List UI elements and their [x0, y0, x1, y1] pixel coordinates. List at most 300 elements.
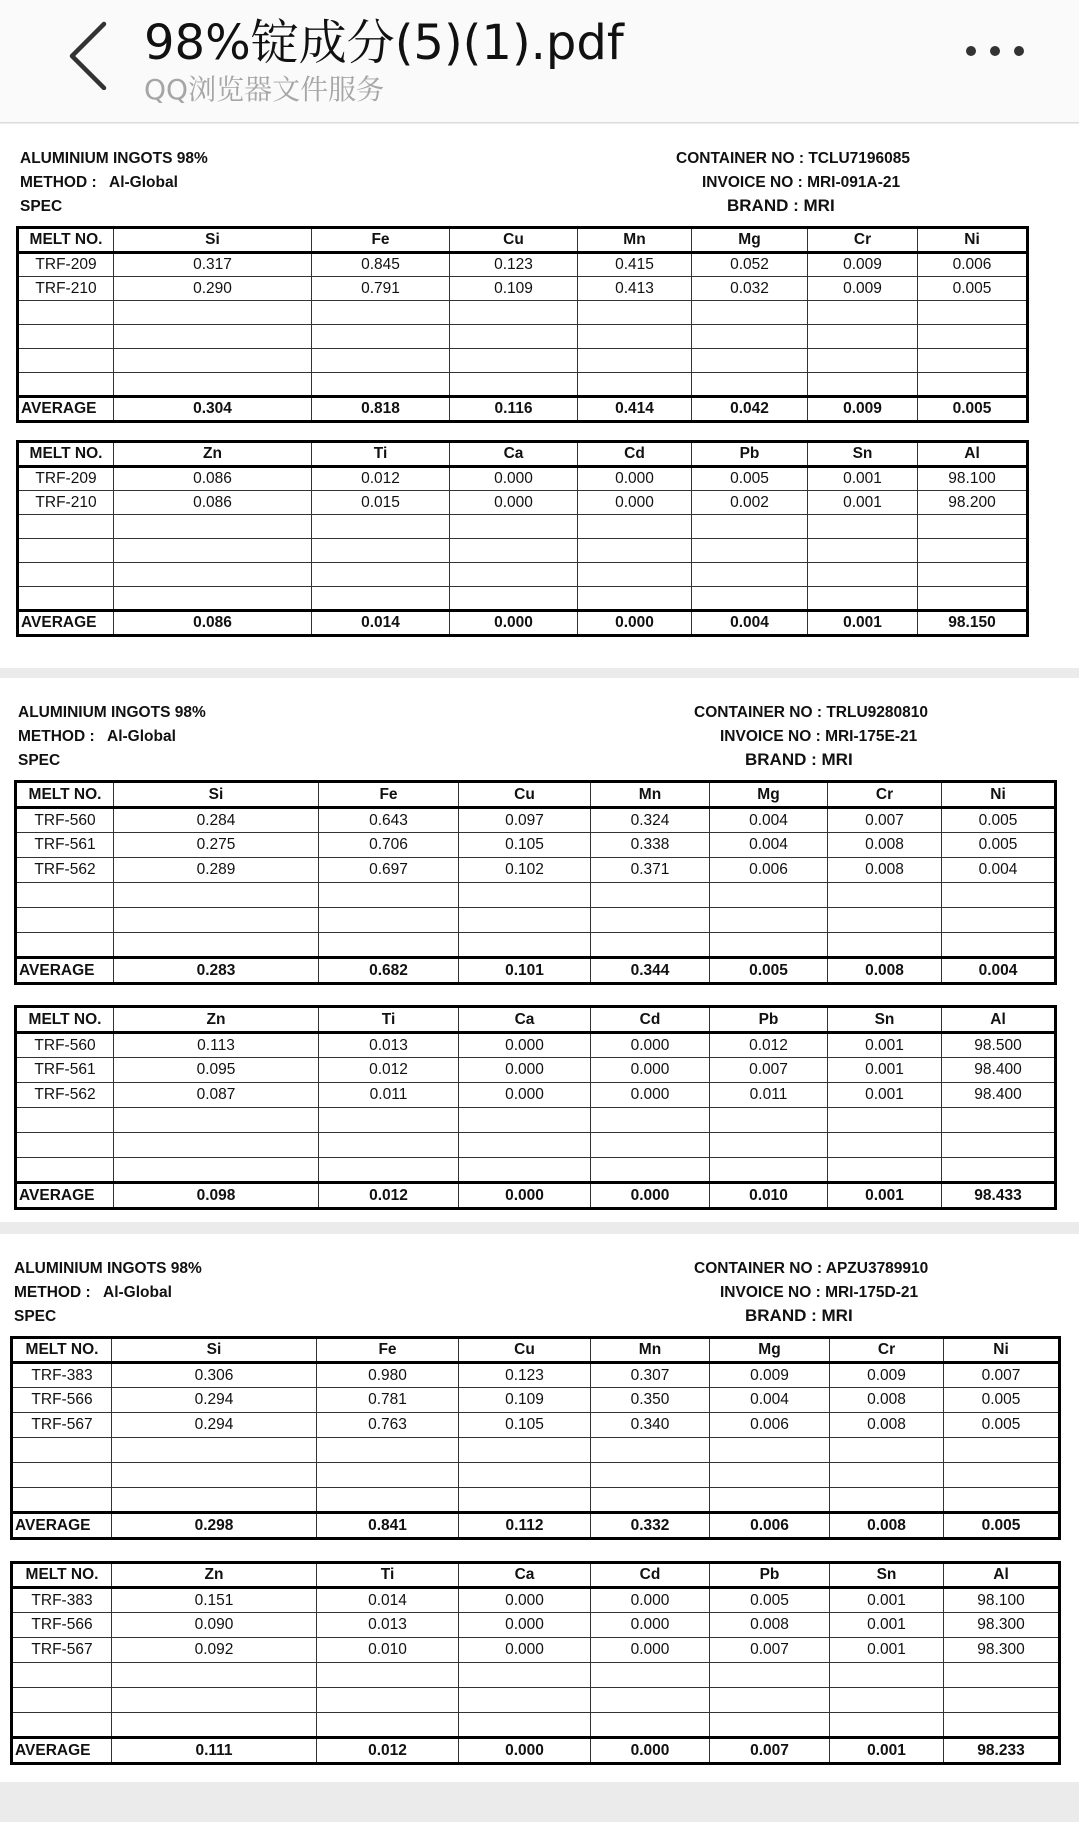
table-empty-row-cell — [830, 1438, 944, 1463]
table-empty-row-cell — [18, 325, 114, 349]
pdf-page — [0, 678, 1079, 1222]
table-empty-row-cell — [16, 1133, 114, 1158]
table-header-row-cell: Cr — [808, 228, 918, 253]
table-empty-row-cell — [692, 325, 808, 349]
table-row-cell: TRF-209 — [18, 253, 114, 277]
table-row-cell: 0.012 — [312, 467, 450, 491]
table-average-row-cell: 0.086 — [114, 611, 312, 636]
table-empty-row-cell — [692, 587, 808, 611]
table-empty-row — [16, 1158, 1056, 1183]
table-row-cell: 0.012 — [319, 1058, 459, 1083]
table-header-row — [16, 782, 1056, 808]
table-row-cell: 0.338 — [591, 833, 710, 858]
table-average-row-cell: 0.007 — [710, 1738, 830, 1764]
table-row — [18, 277, 1028, 301]
table-row-cell: TRF-566 — [12, 1388, 112, 1413]
table-empty-row — [18, 515, 1028, 539]
table-average-row-cell: AVERAGE — [16, 958, 114, 984]
table-row-cell: TRF-561 — [16, 1058, 114, 1083]
table-row-cell: 0.001 — [828, 1058, 942, 1083]
table-empty-row-cell — [12, 1663, 112, 1688]
table-empty-row-cell — [808, 563, 918, 587]
table-row-cell: 0.294 — [112, 1413, 317, 1438]
table-header-row-cell: MELT NO. — [12, 1563, 112, 1588]
table-empty-row-cell — [830, 1688, 944, 1713]
table-row-cell: 0.001 — [830, 1638, 944, 1663]
table-empty-row-cell — [317, 1663, 459, 1688]
table-row-cell: 0.007 — [828, 808, 942, 833]
table-row-cell: 0.105 — [459, 1413, 591, 1438]
table-empty-row-cell — [16, 883, 114, 908]
composition-table — [14, 780, 1057, 985]
table-average-row-cell: 98.150 — [918, 611, 1028, 636]
table-row — [12, 1638, 1060, 1663]
table-average-row — [18, 611, 1028, 636]
table-empty-row-cell — [692, 373, 808, 397]
table-average-row-cell: 98.433 — [942, 1183, 1056, 1209]
table-row-cell: 0.001 — [808, 467, 918, 491]
document-meta — [10, 1260, 1058, 1336]
table-average-row-cell: 0.098 — [114, 1183, 319, 1209]
table-empty-row-cell — [114, 301, 312, 325]
table-empty-row-cell — [450, 301, 578, 325]
table-header-row-cell: Cu — [450, 228, 578, 253]
page-subtitle: QQ浏览器文件服务 — [144, 73, 385, 106]
table-empty-row — [18, 563, 1028, 587]
table-empty-row-cell — [710, 933, 828, 958]
table-row-cell: TRF-567 — [12, 1638, 112, 1663]
table-empty-row-cell — [312, 301, 450, 325]
table-average-row-cell: 0.283 — [114, 958, 319, 984]
table-row-cell: TRF-560 — [16, 808, 114, 833]
table-empty-row — [18, 301, 1028, 325]
table-row — [16, 858, 1056, 883]
table-header-row-cell: Ni — [918, 228, 1028, 253]
table-row-cell: 0.105 — [459, 833, 591, 858]
table-row-cell: 0.317 — [114, 253, 312, 277]
table-average-row-cell: 0.004 — [692, 611, 808, 636]
table-row — [16, 808, 1056, 833]
table-row-cell: 0.002 — [692, 491, 808, 515]
table-empty-row-cell — [319, 1133, 459, 1158]
table-empty-row-cell — [114, 563, 312, 587]
table-average-row-cell: AVERAGE — [12, 1738, 112, 1764]
brand-line: BRAND : MRI — [745, 750, 853, 769]
table-row-cell: 0.109 — [450, 277, 578, 301]
table-empty-row-cell — [459, 1488, 591, 1513]
table-average-row-cell: AVERAGE — [18, 397, 114, 422]
table-empty-row-cell — [692, 301, 808, 325]
table-row-cell: 0.014 — [317, 1588, 459, 1613]
table-empty-row-cell — [944, 1663, 1060, 1688]
table-empty-row-cell — [317, 1463, 459, 1488]
table-header-row-cell: Ca — [450, 442, 578, 467]
table-average-row-cell: 0.112 — [459, 1513, 591, 1539]
table-empty-row — [12, 1488, 1060, 1513]
table-row-cell: 0.643 — [319, 808, 459, 833]
table-header-row-cell: MELT NO. — [16, 782, 114, 808]
table-average-row-cell: 0.000 — [459, 1183, 591, 1209]
table-empty-row-cell — [830, 1663, 944, 1688]
table-row-cell: 0.324 — [591, 808, 710, 833]
table-empty-row — [12, 1438, 1060, 1463]
table-empty-row-cell — [942, 883, 1056, 908]
table-row-cell: 0.011 — [319, 1083, 459, 1108]
table-empty-row-cell — [312, 349, 450, 373]
table-row-cell: 0.007 — [710, 1058, 828, 1083]
method-line: METHOD : Al-Global — [20, 174, 178, 191]
table-average-row-cell: 0.001 — [808, 611, 918, 636]
invoice-line: INVOICE NO : MRI-175D-21 — [720, 1284, 919, 1301]
table-empty-row-cell — [710, 908, 828, 933]
table-header-row-cell: Sn — [808, 442, 918, 467]
table-empty-row-cell — [808, 349, 918, 373]
table-empty-row-cell — [710, 1133, 828, 1158]
table-row-cell: 0.010 — [317, 1638, 459, 1663]
table-average-row — [12, 1513, 1060, 1539]
table-row — [12, 1588, 1060, 1613]
table-empty-row — [18, 373, 1028, 397]
table-row-cell: 0.371 — [591, 858, 710, 883]
table-row-cell: 0.005 — [918, 277, 1028, 301]
table-header-row-cell: Mg — [692, 228, 808, 253]
table-header-row-cell: Cu — [459, 782, 591, 808]
table-empty-row-cell — [828, 1158, 942, 1183]
table-empty-row-cell — [18, 349, 114, 373]
table-empty-row-cell — [450, 373, 578, 397]
table-empty-row-cell — [710, 1463, 830, 1488]
document-meta — [16, 150, 1026, 226]
table-row-cell: 0.290 — [114, 277, 312, 301]
table-row-cell: 0.000 — [591, 1033, 710, 1058]
table-empty-row — [12, 1663, 1060, 1688]
table-empty-row-cell — [591, 1713, 710, 1738]
table-row-cell: 0.306 — [112, 1363, 317, 1388]
table-row-cell: 0.000 — [450, 467, 578, 491]
table-empty-row-cell — [114, 908, 319, 933]
table-row-cell: 0.032 — [692, 277, 808, 301]
table-header-row-cell: MELT NO. — [12, 1338, 112, 1363]
table-average-row — [16, 1183, 1056, 1209]
table-row-cell: 0.008 — [830, 1388, 944, 1413]
table-row-cell: 0.009 — [710, 1363, 830, 1388]
table-row-cell: 0.000 — [591, 1588, 710, 1613]
table-empty-row-cell — [591, 1688, 710, 1713]
table-average-row-cell: 0.414 — [578, 397, 692, 422]
table-empty-row-cell — [710, 1488, 830, 1513]
table-row-cell: 0.001 — [828, 1033, 942, 1058]
composition-table — [16, 226, 1029, 423]
table-empty-row-cell — [808, 301, 918, 325]
table-empty-row-cell — [18, 587, 114, 611]
table-empty-row-cell — [16, 1158, 114, 1183]
table-empty-row-cell — [12, 1438, 112, 1463]
table-row — [16, 1058, 1056, 1083]
table-row-cell: 0.006 — [710, 1413, 830, 1438]
table-empty-row-cell — [114, 325, 312, 349]
table-empty-row-cell — [808, 373, 918, 397]
table-empty-row-cell — [112, 1463, 317, 1488]
table-empty-row-cell — [710, 1438, 830, 1463]
table-header-row-cell: Ti — [319, 1007, 459, 1033]
table-empty-row-cell — [591, 1158, 710, 1183]
table-row-cell: 0.697 — [319, 858, 459, 883]
table-row-cell: TRF-210 — [18, 277, 114, 301]
table-row-cell: TRF-383 — [12, 1588, 112, 1613]
table-header-row-cell: Cd — [578, 442, 692, 467]
table-row-cell: 0.151 — [112, 1588, 317, 1613]
composition-table — [16, 440, 1029, 637]
table-empty-row — [16, 908, 1056, 933]
product-name: ALUMINIUM INGOTS 98% — [18, 704, 206, 721]
table-empty-row-cell — [692, 539, 808, 563]
table-row — [18, 253, 1028, 277]
table-empty-row-cell — [591, 933, 710, 958]
table-header-row-cell: Mn — [591, 782, 710, 808]
table-row-cell: 0.013 — [319, 1033, 459, 1058]
container-line: CONTAINER NO : TRLU9280810 — [694, 704, 928, 721]
table-row-cell: TRF-562 — [16, 858, 114, 883]
table-row-cell: 0.001 — [808, 491, 918, 515]
table-row-cell: 0.000 — [459, 1083, 591, 1108]
table-row-cell: 0.275 — [114, 833, 319, 858]
more-dots-icon — [960, 26, 1030, 76]
table-row-cell: 0.009 — [808, 253, 918, 277]
table-empty-row-cell — [710, 1108, 828, 1133]
table-row-cell: TRF-209 — [18, 467, 114, 491]
table-row-cell: 0.413 — [578, 277, 692, 301]
table-header-row-cell: Pb — [710, 1007, 828, 1033]
table-empty-row-cell — [578, 539, 692, 563]
table-row-cell: 0.006 — [710, 858, 828, 883]
table-empty-row — [18, 539, 1028, 563]
table-empty-row-cell — [578, 373, 692, 397]
table-header-row-cell: Sn — [828, 1007, 942, 1033]
table-header-row-cell: Mn — [591, 1338, 710, 1363]
table-empty-row-cell — [114, 373, 312, 397]
table-empty-row-cell — [114, 933, 319, 958]
more-menu-button[interactable] — [960, 26, 1030, 76]
table-average-row-cell: 0.111 — [112, 1738, 317, 1764]
table-header-row-cell: MELT NO. — [18, 442, 114, 467]
table-empty-row-cell — [18, 539, 114, 563]
table-empty-row-cell — [578, 563, 692, 587]
table-empty-row-cell — [112, 1663, 317, 1688]
table-average-row-cell: 0.000 — [578, 611, 692, 636]
spec-label: SPEC — [14, 1308, 57, 1325]
table-average-row-cell: 0.000 — [459, 1738, 591, 1764]
table-average-row — [18, 397, 1028, 422]
back-button[interactable] — [62, 18, 122, 90]
table-average-row-cell: 0.005 — [918, 397, 1028, 422]
table-header-row-cell: Sn — [830, 1563, 944, 1588]
table-empty-row-cell — [918, 539, 1028, 563]
table-average-row-cell: AVERAGE — [18, 611, 114, 636]
table-average-row-cell: 0.298 — [112, 1513, 317, 1539]
table-row-cell: 0.009 — [808, 277, 918, 301]
table-empty-row-cell — [459, 1713, 591, 1738]
table-empty-row-cell — [114, 1133, 319, 1158]
table-empty-row-cell — [591, 1438, 710, 1463]
table-row-cell: 98.500 — [942, 1033, 1056, 1058]
table-empty-row-cell — [459, 1438, 591, 1463]
table-average-row-cell: 0.332 — [591, 1513, 710, 1539]
table-average-row-cell: 0.000 — [450, 611, 578, 636]
table-empty-row-cell — [710, 1688, 830, 1713]
table-empty-row-cell — [578, 301, 692, 325]
table-empty-row-cell — [114, 1108, 319, 1133]
table-row-cell: TRF-567 — [12, 1413, 112, 1438]
table-empty-row-cell — [830, 1713, 944, 1738]
chevron-left-icon — [62, 18, 122, 90]
table-empty-row-cell — [591, 1488, 710, 1513]
table-header-row-cell: Mg — [710, 1338, 830, 1363]
table-average-row-cell: 0.012 — [317, 1738, 459, 1764]
table-empty-row — [16, 1108, 1056, 1133]
table-header-row-cell: Al — [918, 442, 1028, 467]
table-row-cell: 0.340 — [591, 1413, 710, 1438]
table-row-cell: 0.007 — [710, 1638, 830, 1663]
table-empty-row-cell — [12, 1688, 112, 1713]
table-average-row-cell: 98.233 — [944, 1738, 1060, 1764]
table-empty-row-cell — [710, 1158, 828, 1183]
table-empty-row-cell — [112, 1438, 317, 1463]
invoice-line: INVOICE NO : MRI-091A-21 — [702, 174, 901, 191]
table-empty-row-cell — [319, 908, 459, 933]
table-row-cell: 0.102 — [459, 858, 591, 883]
table-row-cell: TRF-560 — [16, 1033, 114, 1058]
table-header-row-cell: MELT NO. — [16, 1007, 114, 1033]
table-row-cell: 0.015 — [312, 491, 450, 515]
table-header-row-cell: Ni — [944, 1338, 1060, 1363]
table-header-row-cell: Mg — [710, 782, 828, 808]
table-empty-row-cell — [18, 515, 114, 539]
table-row-cell: 0.052 — [692, 253, 808, 277]
table-empty-row-cell — [944, 1488, 1060, 1513]
table-empty-row-cell — [942, 1108, 1056, 1133]
table-row-cell: 0.097 — [459, 808, 591, 833]
table-row-cell: TRF-562 — [16, 1083, 114, 1108]
table-empty-row-cell — [459, 1108, 591, 1133]
table-empty-row-cell — [317, 1438, 459, 1463]
table-row-cell: 0.004 — [942, 858, 1056, 883]
table-row-cell: 0.000 — [459, 1588, 591, 1613]
table-empty-row-cell — [828, 933, 942, 958]
table-header-row — [18, 442, 1028, 467]
table-row-cell: 0.004 — [710, 808, 828, 833]
table-average-row-cell: 0.008 — [828, 958, 942, 984]
table-empty-row-cell — [591, 883, 710, 908]
table-empty-row-cell — [578, 325, 692, 349]
table-empty-row — [12, 1713, 1060, 1738]
table-row-cell: TRF-561 — [16, 833, 114, 858]
table-empty-row-cell — [918, 563, 1028, 587]
table-empty-row-cell — [114, 515, 312, 539]
table-average-row-cell: 0.000 — [591, 1738, 710, 1764]
table-header-row-cell: Si — [114, 228, 312, 253]
table-empty-row-cell — [692, 349, 808, 373]
brand-line: BRAND : MRI — [745, 1306, 853, 1325]
table-empty-row-cell — [16, 908, 114, 933]
table-header-row-cell: Cd — [591, 1563, 710, 1588]
table-row-cell: 98.100 — [918, 467, 1028, 491]
spec-label: SPEC — [18, 752, 61, 769]
table-empty-row-cell — [830, 1488, 944, 1513]
table-empty-row-cell — [918, 325, 1028, 349]
table-header-row-cell: Pb — [692, 442, 808, 467]
table-empty-row-cell — [317, 1488, 459, 1513]
table-average-row-cell: 0.005 — [710, 958, 828, 984]
table-row-cell: 0.086 — [114, 467, 312, 491]
table-header-row-cell: Ni — [942, 782, 1056, 808]
table-row-cell: 98.100 — [944, 1588, 1060, 1613]
table-row-cell: 0.706 — [319, 833, 459, 858]
table-empty-row-cell — [312, 587, 450, 611]
table-average-row-cell: 0.344 — [591, 958, 710, 984]
table-row-cell: 0.781 — [317, 1388, 459, 1413]
table-empty-row-cell — [16, 933, 114, 958]
table-empty-row-cell — [942, 1158, 1056, 1183]
table-empty-row-cell — [450, 539, 578, 563]
table-empty-row-cell — [918, 373, 1028, 397]
pdf-page — [0, 124, 1079, 668]
table-average-row-cell: 0.841 — [317, 1513, 459, 1539]
table-empty-row-cell — [591, 1463, 710, 1488]
table-row-cell: 0.013 — [317, 1613, 459, 1638]
table-empty-row-cell — [942, 908, 1056, 933]
table-row-cell: 98.300 — [944, 1613, 1060, 1638]
table-header-row — [12, 1563, 1060, 1588]
table-header-row-cell: Ti — [317, 1563, 459, 1588]
table-row-cell: 0.087 — [114, 1083, 319, 1108]
table-row-cell: 0.109 — [459, 1388, 591, 1413]
table-empty-row-cell — [459, 1158, 591, 1183]
method-line: METHOD : Al-Global — [14, 1284, 172, 1301]
table-row-cell: TRF-383 — [12, 1363, 112, 1388]
table-row-cell: 0.005 — [692, 467, 808, 491]
table-row-cell: 0.000 — [459, 1638, 591, 1663]
pdf-page — [0, 1234, 1079, 1782]
table-header-row — [16, 1007, 1056, 1033]
table-empty-row-cell — [459, 1133, 591, 1158]
table-empty-row-cell — [114, 1158, 319, 1183]
composition-table — [10, 1561, 1061, 1765]
table-row-cell: 0.008 — [828, 858, 942, 883]
table-row-cell: 0.000 — [591, 1083, 710, 1108]
table-row-cell: 0.000 — [459, 1613, 591, 1638]
table-header-row-cell: Zn — [114, 442, 312, 467]
table-row-cell: 0.000 — [459, 1058, 591, 1083]
table-header-row-cell: Si — [112, 1338, 317, 1363]
table-row-cell: 0.791 — [312, 277, 450, 301]
table-average-row-cell: 0.682 — [319, 958, 459, 984]
table-empty-row — [16, 883, 1056, 908]
table-empty-row-cell — [578, 349, 692, 373]
table-empty-row-cell — [459, 933, 591, 958]
table-row-cell: 0.980 — [317, 1363, 459, 1388]
table-row-cell: 0.009 — [830, 1363, 944, 1388]
table-empty-row-cell — [312, 325, 450, 349]
table-row-cell: 0.000 — [450, 491, 578, 515]
table-empty-row-cell — [828, 908, 942, 933]
table-empty-row-cell — [12, 1713, 112, 1738]
table-empty-row-cell — [942, 933, 1056, 958]
table-header-row-cell: Zn — [112, 1563, 317, 1588]
table-empty-row-cell — [944, 1713, 1060, 1738]
table-row-cell: 0.005 — [944, 1388, 1060, 1413]
container-line: CONTAINER NO : APZU3789910 — [694, 1260, 929, 1277]
table-empty-row-cell — [12, 1488, 112, 1513]
